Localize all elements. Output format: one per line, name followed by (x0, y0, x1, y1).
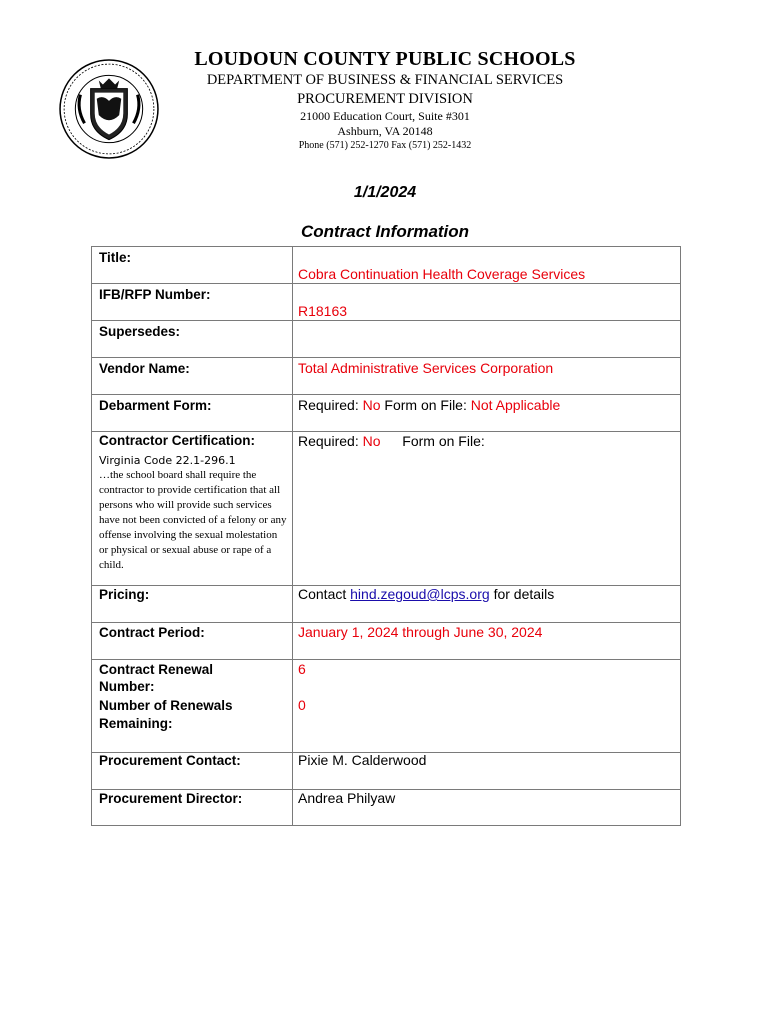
ifb-value: R18163 (298, 303, 348, 319)
row-renewal (92, 659, 680, 696)
pricing-label: Pricing: (99, 587, 150, 602)
row-director (92, 789, 680, 825)
debarment-onfile-text: Form on File: (384, 397, 467, 413)
row-remaining (92, 696, 680, 752)
contact-label: Procurement Contact: (99, 753, 241, 768)
remaining-label: Number of Renewals Remaining: (99, 698, 233, 731)
renewal-label: Contract Renewal Number: (99, 662, 214, 694)
director-label: Procurement Director: (99, 791, 243, 806)
department-name: DEPARTMENT OF BUSINESS & FINANCIAL SERVICES (206, 72, 564, 88)
certification-value (298, 433, 485, 449)
supersedes-label: Supersedes: (99, 324, 181, 339)
renewal-value: 6 (298, 661, 306, 677)
title-value: Cobra Continuation Health Coverage Services (298, 266, 586, 282)
row-supersedes (92, 320, 680, 357)
row-title (92, 247, 680, 283)
contract-table (91, 246, 681, 826)
vendor-value: Total Administrative Services Corporation (298, 360, 554, 376)
division-name: PROCUREMENT DIVISION (297, 91, 473, 107)
school-name: LOUDOUN COUNTY PUBLIC SCHOOLS (194, 48, 576, 70)
document-date: 1/1/2024 (353, 184, 417, 201)
section-title: Contract Information (300, 222, 470, 241)
ifb-label: IFB/RFP Number: (99, 287, 211, 302)
certification-text: …the school board shall require the contractor to provide certification that all persons who will provide such services have not been convicted of a felony or any offense involving the sexual molestation or physical or sexual abuse or rape of a child. (99, 469, 287, 571)
director-value: Andrea Philyaw (298, 790, 396, 806)
period-label: Contract Period: (99, 625, 205, 640)
pricing-prefix: Contact (298, 586, 347, 602)
county-seal-icon (58, 58, 160, 160)
contact-value: Pixie M. Calderwood (298, 752, 427, 768)
address-line-1: 21000 Education Court, Suite #301 (300, 109, 470, 123)
period-value: January 1, 2024 through June 30, 2024 (298, 624, 543, 640)
row-ifb (92, 283, 680, 320)
debarment-required-value: No (362, 397, 381, 413)
certification-label: Contractor Certification: (99, 433, 256, 448)
pricing-suffix: for details (493, 586, 555, 602)
row-pricing (92, 585, 680, 622)
row-debarment (92, 394, 680, 431)
row-certification (92, 431, 680, 585)
debarment-label: Debarment Form: (99, 398, 212, 413)
pricing-value (298, 586, 554, 602)
debarment-onfile-value: Not Applicable (470, 397, 561, 413)
certification-code: Virginia Code 22.1-296.1 (99, 454, 236, 467)
debarment-value (298, 397, 560, 413)
vendor-label: Vendor Name: (99, 361, 190, 376)
debarment-required-text: Required: (298, 397, 359, 413)
remaining-value: 0 (298, 697, 306, 713)
title-label: Title: (99, 250, 132, 265)
address-line-2: Ashburn, VA 20148 (337, 124, 433, 138)
phone-fax: Phone (571) 252-1270 Fax (571) 252-1432 (298, 140, 472, 151)
row-vendor (92, 357, 680, 394)
cert-required-value: No (362, 433, 381, 449)
cert-onfile-text: Form on File: (402, 433, 485, 449)
row-period (92, 622, 680, 659)
pricing-email-link[interactable]: hind.zegoud@lcps.org (350, 586, 490, 602)
cert-required-text: Required: (298, 433, 359, 449)
row-contact (92, 752, 680, 789)
